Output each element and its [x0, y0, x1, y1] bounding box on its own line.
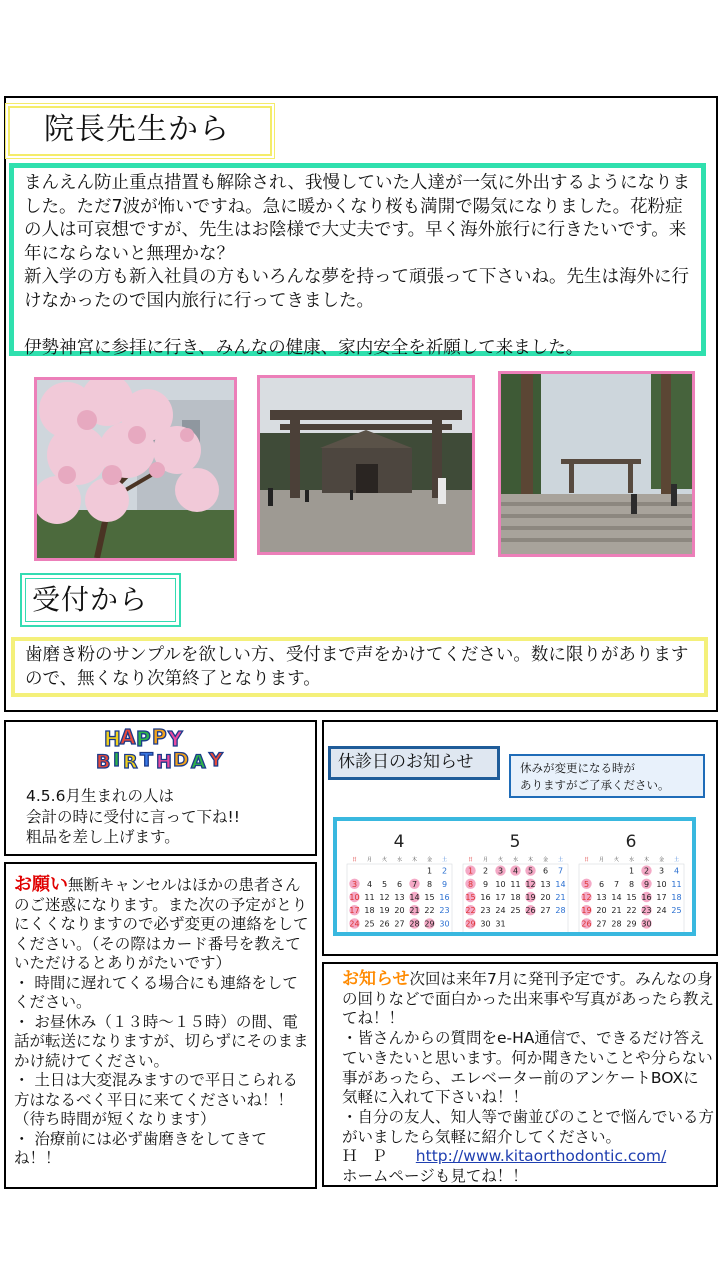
calendar-day: 18: [671, 893, 682, 902]
birthday-line-3: 粗品を差し上げます。: [26, 828, 180, 846]
calendar-day: 12: [379, 893, 390, 902]
calendar-day: 28: [611, 919, 622, 929]
calendar-day: 7: [613, 879, 620, 889]
calendar-day: 12: [525, 879, 536, 889]
calendar-day: 23: [641, 906, 652, 916]
svg-text:T: T: [140, 749, 153, 771]
calendar-day: 27: [394, 919, 405, 929]
calendar-day: 27: [540, 906, 551, 916]
calendar-day: 12: [581, 893, 592, 902]
calendar-day: 21: [611, 906, 622, 916]
calendar-day: 21: [555, 893, 566, 902]
svg-text:Y: Y: [209, 749, 223, 771]
calendar-day: 29: [626, 919, 637, 929]
birthday-message: [26, 786, 240, 848]
holiday-note-line-2: ありますがご了承ください。: [520, 778, 670, 792]
svg-text:B: B: [96, 751, 111, 772]
calendar-day: 2: [643, 866, 650, 876]
calendar-day: 24: [349, 919, 360, 929]
happy-birthday-logo: [96, 726, 246, 772]
svg-text:A: A: [191, 751, 206, 772]
calendar-day: 1: [628, 866, 635, 876]
notice-heading: お知らせ: [342, 969, 410, 989]
calendar-day: 3: [351, 879, 358, 889]
calendar-day: 10: [495, 879, 506, 889]
calendar-day: 30: [641, 919, 652, 929]
svg-text:Y: Y: [168, 727, 183, 751]
calendar-day: 29: [465, 919, 476, 929]
calendar-day: 19: [581, 906, 592, 916]
svg-text:P: P: [136, 727, 151, 751]
notice-item-1: ・皆さんからの質問をe-HA通信で、できるだけ答えていきたいと思います。何か聞きたいことや分らない事があったら、エレベーター前のアンケートBOXに気軽に入れて下さいね！！: [342, 1029, 713, 1107]
request-item-4: ・ 治療前には必ず歯磨きをしてきてね！！: [14, 1129, 267, 1167]
birthday-line-1: 4.5.6月生まれの人は: [26, 787, 174, 805]
request-heading: お願い: [14, 874, 68, 895]
calendar-day: 25: [364, 919, 375, 929]
calendar-day: 19: [379, 906, 390, 916]
weekday-label: 日: [467, 857, 474, 863]
weekday-label: 火: [613, 857, 620, 863]
holiday-calendar-graphic: [337, 821, 692, 932]
director-paragraph-2: 新入学の方も新入社員の方もいろんな夢を持って頑張って下さいね。先生は海外に行けなかったので国内旅行に行ってきました。: [24, 267, 689, 311]
notice-hp-label: ＨＰ: [342, 1147, 402, 1166]
calendar-day: 18: [510, 893, 521, 902]
calendar-day: 14: [555, 879, 566, 889]
calendar-day: 16: [641, 893, 652, 902]
happy-birthday-logo-image: [96, 726, 246, 772]
calendar-day: 6: [542, 866, 549, 876]
weekday-label: 木: [643, 857, 650, 863]
calendar-day: 23: [439, 906, 450, 916]
calendar-day: 7: [557, 866, 564, 876]
weekday-label: 月: [366, 857, 373, 863]
weekday-label: 木: [527, 857, 534, 863]
calendar-day: 13: [540, 879, 551, 889]
calendar-day: 24: [656, 906, 667, 916]
month-label: 6: [625, 832, 637, 852]
calendar-day: 24: [495, 906, 506, 916]
request-item-1: ・ 時間に遅れてくる場合にも連絡をしてください。: [14, 973, 298, 1011]
director-title: 院長先生から: [44, 112, 230, 147]
month-label: 5: [509, 832, 521, 852]
calendar-day: 14: [611, 893, 622, 902]
calendar-day: 22: [626, 906, 637, 916]
notice-intro-block: [342, 970, 714, 1029]
calendar-day: 18: [364, 906, 375, 916]
calendar-day: 21: [409, 906, 420, 916]
calendar-day: 4: [366, 879, 373, 889]
calendar-day: 23: [480, 906, 491, 916]
calendar-day: 22: [465, 906, 476, 916]
calendar-day: 31: [495, 919, 506, 929]
calendar-day: 14: [409, 893, 420, 902]
calendar-day: 15: [424, 893, 435, 902]
notice-intro: 次回は来年7月に発刊予定です。みんなの身の回りなどで面白かった出来事や写真があったら教えてね！！: [342, 970, 714, 1028]
request-intro-block: [14, 875, 312, 974]
calendar-day: 16: [480, 893, 491, 902]
calendar-day: 15: [465, 893, 476, 902]
calendar-day: 3: [658, 866, 665, 876]
calendar-day: 4: [673, 866, 680, 876]
reception-message: 歯磨き粉のサンプルを欲しい方、受付まで声をかけてください。数に限りがありますので、無くなり次第終了となります。: [11, 637, 708, 697]
reception-title: 受付から: [32, 583, 149, 616]
request-intro: 無断キャンセルはほかの患者さんのご迷惑になります。また次の予定がとりにくくなりますので必ず変更の連絡をしてください。（その際はカード番号を教えていただけるとありがたいです）: [14, 876, 309, 972]
calendar-day: 25: [510, 906, 521, 916]
calendar-day: 25: [671, 906, 682, 916]
calendar-day: 26: [379, 919, 390, 929]
svg-text:I: I: [113, 749, 121, 771]
calendar-day: 30: [439, 919, 450, 929]
weekday-label: 水: [396, 857, 403, 863]
director-paragraph-3: 伊勢神宮に参拝に行き、みんなの健康、家内安全を祈願して来ました。: [24, 337, 584, 358]
weekday-label: 金: [542, 857, 549, 863]
calendar-day: 6: [396, 879, 403, 889]
director-paragraph-1: まんえん防止重点措置も解除され、我慢していた人達が一気に外出するようになりました。ただ7波が怖いですね。急に暖かくなり桜も満開で陽気になりました。花粉症の人は可哀想ですが、先生はお陰様で大丈夫です。早く海外旅行に行きたいです。来年にならないと無理かな？: [24, 173, 691, 264]
calendar-day: 26: [525, 906, 536, 916]
weekday-label: 火: [381, 857, 388, 863]
calendar-day: 17: [495, 893, 506, 902]
calendar-day: 3: [497, 866, 504, 876]
calendar-day: 1: [467, 866, 474, 876]
holiday-title: 休診日のお知らせ: [338, 752, 474, 772]
shrine-steps-photo: [498, 371, 695, 557]
calendar-day: 28: [555, 906, 566, 916]
birthday-line-2: 会計の時に受付に言って下ね!!: [26, 807, 240, 826]
holiday-note-line-1: 休みが変更になる時が: [520, 761, 635, 775]
svg-text:H: H: [156, 751, 172, 772]
calendar-day: 11: [671, 879, 682, 889]
weekday-label: 日: [351, 857, 358, 863]
notice-item-2: ・自分の友人、知人等で歯並びのことで悩んでいる方がいましたら気軽に紹介してください。: [342, 1107, 715, 1146]
calendar-day: 5: [527, 866, 534, 876]
director-message: [9, 163, 706, 356]
request-item-3: ・ 土日は大変混みますので平日こられる方はなるべく平日に来てくださいね！！（待ち時間が短くなります）: [14, 1071, 298, 1128]
weekday-label: 土: [441, 857, 448, 863]
shrine-gate-illustration: [260, 378, 472, 552]
calendar-day: 30: [480, 919, 491, 929]
calendar-day: 11: [364, 893, 375, 902]
calendar-day: 8: [467, 879, 474, 889]
request-item-2: ・ お昼休み（１３時～１５時）の間、電話が転送になりますが、切らずにそのままかけ続けてください。: [14, 1012, 309, 1070]
weekday-label: 木: [411, 857, 418, 863]
svg-text:H: H: [104, 727, 121, 751]
calendar-day: 29: [424, 919, 435, 929]
calendar-day: 20: [596, 906, 607, 916]
weekday-label: 金: [426, 857, 433, 863]
calendar-day: 16: [439, 893, 450, 902]
calendar-day: 19: [525, 893, 536, 902]
weekday-label: 日: [583, 857, 590, 863]
calendar-day: 15: [626, 893, 637, 902]
calendar-day: 28: [409, 919, 420, 929]
calendar-day: 4: [512, 866, 519, 876]
calendar-day: 5: [381, 879, 388, 889]
weekday-label: 土: [557, 857, 564, 863]
holiday-note: [509, 754, 705, 798]
month-calendar-4: [347, 832, 452, 932]
calendar-day: 7: [411, 879, 418, 889]
calendar-day: 11: [510, 879, 521, 889]
director-paragraph-spacer: [24, 313, 691, 337]
notice-hp-suffix: ホームページも見てね！！: [342, 1167, 528, 1186]
notice-hp-line: [342, 1147, 714, 1167]
calendar-day: 9: [643, 879, 650, 889]
calendar-day: 26: [581, 919, 592, 929]
clinic-website-link[interactable]: http://www.kitaorthodontic.com/: [415, 1147, 667, 1166]
svg-text:P: P: [152, 726, 167, 749]
calendar-day: 6: [598, 879, 605, 889]
calendar-day: 2: [441, 866, 448, 876]
svg-text:A: A: [120, 726, 136, 749]
calendar-day: 20: [540, 893, 551, 902]
calendar-day: 2: [482, 866, 489, 876]
calendar-day: 1: [426, 866, 433, 876]
svg-text:D: D: [173, 749, 189, 771]
calendar-day: 9: [482, 879, 489, 889]
calendar-day: 20: [394, 906, 405, 916]
cherry-blossom-photo: [34, 377, 237, 561]
svg-text:R: R: [123, 751, 138, 772]
calendar-day: 17: [656, 893, 667, 902]
calendar-day: 22: [424, 906, 435, 916]
month-calendar-6: [579, 832, 684, 932]
weekday-label: 水: [628, 857, 635, 863]
calendar-day: 8: [426, 879, 433, 889]
weekday-label: 土: [673, 857, 680, 863]
calendar-day: 13: [596, 893, 607, 902]
calendar-day: 17: [349, 906, 360, 916]
calendar-day: 9: [441, 879, 448, 889]
calendar-day: 8: [628, 879, 635, 889]
calendar-day: 10: [656, 879, 667, 889]
calendar-day: 10: [349, 893, 360, 902]
weekday-label: 月: [598, 857, 605, 863]
calendar-day: 27: [596, 919, 607, 929]
weekday-label: 金: [658, 857, 665, 863]
weekday-label: 火: [497, 857, 504, 863]
holiday-calendar: [333, 817, 696, 936]
month-calendar-5: [463, 832, 568, 932]
shrine-gate-photo: [257, 375, 475, 555]
request-body: [14, 875, 312, 1169]
calendar-day: 5: [583, 879, 590, 889]
month-label: 4: [393, 832, 405, 852]
cherry-blossom-illustration: [37, 380, 234, 558]
calendar-day: 13: [394, 893, 405, 902]
notice-body: [342, 970, 714, 1187]
weekday-label: 水: [512, 857, 519, 863]
shrine-steps-illustration: [501, 374, 692, 554]
weekday-label: 月: [482, 857, 489, 863]
